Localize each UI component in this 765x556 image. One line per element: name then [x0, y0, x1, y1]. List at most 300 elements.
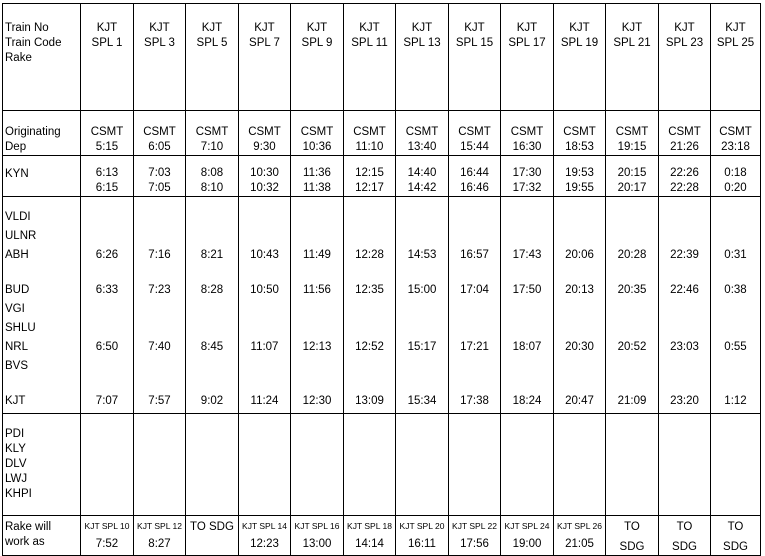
middle-value: 6:33 — [95, 284, 119, 296]
middle-label-line: BVS — [5, 360, 29, 372]
middle-value — [501, 267, 553, 283]
empty-cell — [554, 414, 606, 516]
origin-cell — [81, 111, 134, 156]
kyn-cell — [134, 156, 186, 197]
middle-value — [291, 321, 343, 340]
origin-cell — [239, 111, 291, 156]
kyn-value: 10:30 — [250, 167, 279, 179]
middle-value — [344, 267, 395, 283]
rake-cell — [659, 516, 711, 556]
header-cell — [554, 4, 606, 111]
empty-cell — [659, 414, 711, 516]
rake-value: KJT SPL 20 — [399, 521, 445, 531]
rake-value: KJT SPL 18 — [347, 521, 392, 531]
middle-value — [606, 378, 658, 394]
header-cell — [344, 4, 396, 111]
kyn-value: 0:18 — [724, 167, 747, 179]
kyn-value: 16:46 — [460, 182, 489, 194]
rake-cell — [81, 516, 134, 556]
middle-value: 0:38 — [724, 284, 747, 296]
origin-value: 5:15 — [95, 141, 119, 153]
kyn-cell — [659, 156, 711, 197]
empty-cell — [134, 414, 186, 516]
kyn-value: 19:55 — [565, 182, 594, 194]
rake-value: KJT SPL 12 — [137, 521, 182, 531]
header-row — [3, 4, 761, 111]
header-value: KJT — [569, 22, 590, 34]
kyn-cell — [396, 156, 449, 197]
rake-value: KJT SPL 14 — [242, 521, 287, 531]
middle-value — [554, 302, 605, 321]
empty-cell — [711, 414, 761, 516]
middle-value — [396, 302, 448, 321]
origin-cell — [606, 111, 659, 156]
middle-cell — [659, 197, 711, 414]
middle-cell — [291, 197, 344, 414]
origin-row — [3, 111, 761, 156]
middle-label-line: VGI — [5, 303, 25, 315]
rake-link-row — [3, 516, 761, 556]
rake-value: TO — [676, 521, 693, 533]
header-cell — [186, 4, 239, 111]
middle-value — [186, 210, 238, 229]
rake-value: SDG — [723, 541, 748, 553]
middle-value: 7:57 — [148, 395, 171, 407]
rake-value: 14:14 — [355, 538, 384, 550]
middle-value — [186, 359, 238, 378]
rake-cell — [134, 516, 186, 556]
middle-value: 20:28 — [617, 249, 647, 261]
kyn-value: 12:17 — [355, 182, 384, 194]
middle-value: 10:50 — [250, 284, 279, 296]
middle-value — [81, 210, 133, 229]
middle-value — [344, 302, 395, 321]
header-value: SPL 25 — [716, 37, 755, 49]
middle-value — [396, 378, 448, 394]
middle-value: 21:09 — [617, 395, 647, 407]
empty-cell — [449, 414, 501, 516]
origin-value: CSMT — [615, 126, 649, 138]
header-value: SPL 23 — [665, 37, 704, 49]
rake-value: 7:52 — [95, 538, 119, 550]
ext-label-line: KLY — [5, 443, 26, 455]
origin-cell — [659, 111, 711, 156]
empty-cell — [81, 414, 134, 516]
middle-value — [606, 229, 658, 248]
middle-value: 20:06 — [565, 249, 594, 261]
middle-cell — [344, 197, 396, 414]
middle-value — [449, 229, 500, 248]
origin-value: 7:10 — [200, 141, 224, 153]
kyn-value: 20:17 — [617, 182, 647, 194]
header-value: SPL 21 — [613, 37, 651, 49]
middle-value — [134, 302, 185, 321]
header-value: KJT — [359, 22, 380, 34]
rake-label-line: Rake will — [5, 521, 52, 533]
header-value: SPL 17 — [508, 37, 546, 49]
middle-value — [711, 267, 760, 283]
rake-value: SDG — [672, 541, 697, 553]
middle-value: 15:17 — [407, 341, 437, 353]
ext-label-cell — [3, 414, 81, 516]
middle-value — [659, 302, 710, 321]
middle-value: 1:12 — [724, 395, 747, 407]
origin-label-line: Dep — [5, 141, 27, 153]
middle-value — [291, 359, 343, 378]
header-cell — [501, 4, 554, 111]
kyn-cell — [186, 156, 239, 197]
kyn-value: 20:15 — [617, 167, 647, 179]
origin-value: CSMT — [195, 126, 229, 138]
rake-value: 17:56 — [460, 538, 489, 550]
origin-value: CSMT — [300, 126, 334, 138]
middle-value — [239, 359, 290, 378]
empty-cell — [291, 414, 344, 516]
middle-value — [81, 359, 133, 378]
kyn-value: 8:10 — [200, 182, 224, 194]
origin-value: CSMT — [458, 126, 491, 138]
rake-cell — [554, 516, 606, 556]
middle-value: 8:45 — [200, 341, 224, 353]
header-value: SPL 1 — [91, 37, 123, 49]
origin-value: 15:44 — [460, 141, 489, 153]
middle-value — [501, 302, 553, 321]
header-value: KJT — [674, 22, 695, 34]
middle-value — [239, 302, 290, 321]
header-cell — [659, 4, 711, 111]
middle-label-line — [5, 378, 80, 394]
middle-value: 6:50 — [95, 341, 119, 353]
rake-value: 19:00 — [512, 538, 542, 550]
middle-value — [449, 321, 500, 340]
middle-value — [81, 302, 133, 321]
middle-value: 12:30 — [302, 395, 332, 407]
middle-value — [239, 229, 290, 248]
header-cell — [239, 4, 291, 111]
middle-value: 7:23 — [148, 284, 171, 296]
middle-value — [711, 378, 760, 394]
kyn-cell — [291, 156, 344, 197]
middle-value — [344, 378, 395, 394]
kyn-cell — [449, 156, 501, 197]
origin-cell — [501, 111, 554, 156]
origin-value: CSMT — [510, 126, 544, 138]
middle-value — [291, 210, 343, 229]
middle-value: 15:00 — [407, 284, 437, 296]
kyn-value: 7:05 — [148, 182, 171, 194]
middle-value: 7:07 — [95, 395, 119, 407]
empty-cell — [239, 414, 291, 516]
middle-value: 14:53 — [407, 249, 437, 261]
middle-value — [134, 267, 185, 283]
header-value: SPL 13 — [403, 37, 441, 49]
middle-cell — [239, 197, 291, 414]
header-cell — [606, 4, 659, 111]
kyn-value: 14:42 — [407, 182, 437, 194]
middle-value — [554, 267, 605, 283]
middle-value: 11:07 — [250, 341, 279, 353]
ext-label-line: PDI — [5, 428, 25, 440]
header-value: KJT — [96, 22, 118, 34]
middle-label-line: ABH — [5, 249, 29, 261]
rake-cell — [396, 516, 449, 556]
origin-value: 21:26 — [670, 141, 699, 153]
kyn-row — [3, 156, 761, 197]
middle-cell — [81, 197, 134, 414]
middle-value — [554, 378, 605, 394]
header-value: KJT — [254, 22, 275, 34]
rake-cell — [291, 516, 344, 556]
origin-value: CSMT — [405, 126, 439, 138]
origin-value: CSMT — [90, 126, 124, 138]
middle-value — [239, 378, 290, 394]
middle-value — [711, 321, 760, 340]
middle-value: 20:30 — [565, 341, 594, 353]
middle-value — [449, 302, 500, 321]
middle-value — [81, 229, 133, 248]
middle-value — [134, 321, 185, 340]
middle-value — [134, 210, 185, 229]
middle-value: 17:50 — [512, 284, 542, 296]
middle-value — [606, 210, 658, 229]
middle-value: 12:28 — [355, 249, 384, 261]
middle-value: 16:57 — [460, 249, 489, 261]
kyn-value: 7:03 — [148, 167, 171, 179]
header-value: KJT — [411, 22, 433, 34]
rake-value: KJT SPL 24 — [504, 521, 550, 531]
middle-label-line: ULNR — [5, 230, 37, 242]
middle-value: 12:35 — [355, 284, 384, 296]
middle-label-line: VLDI — [5, 211, 31, 223]
rake-cell — [501, 516, 554, 556]
middle-value — [291, 267, 343, 283]
middle-cell — [501, 197, 554, 414]
middle-value — [396, 321, 448, 340]
origin-label-line: Originating — [5, 126, 61, 138]
rake-value: 8:27 — [148, 538, 171, 550]
middle-value — [396, 267, 448, 283]
extension-stations-row — [3, 414, 761, 516]
middle-value — [81, 267, 133, 283]
middle-value — [554, 359, 605, 378]
middle-cell — [449, 197, 501, 414]
rake-cell — [344, 516, 396, 556]
origin-value: 19:15 — [617, 141, 647, 153]
middle-value: 20:52 — [617, 341, 647, 353]
header-value: SPL 3 — [144, 37, 175, 49]
origin-value: 11:10 — [355, 141, 384, 153]
origin-value: CSMT — [719, 126, 752, 138]
middle-value: 20:13 — [565, 284, 594, 296]
middle-label-line — [5, 267, 80, 283]
empty-cell — [186, 414, 239, 516]
kyn-value: 19:53 — [565, 167, 594, 179]
kyn-value: 6:13 — [95, 167, 119, 179]
middle-value — [606, 359, 658, 378]
middle-value — [449, 210, 500, 229]
middle-value — [186, 378, 238, 394]
header-label-cell — [3, 4, 81, 111]
middle-value: 7:16 — [148, 249, 171, 261]
rake-value: KJT SPL 16 — [294, 521, 340, 531]
header-value: SPL 5 — [196, 37, 228, 49]
empty-cell — [501, 414, 554, 516]
middle-label-line: NRL — [5, 341, 29, 353]
origin-value: 16:30 — [512, 141, 542, 153]
header-value: KJT — [464, 22, 485, 34]
rake-cell — [449, 516, 501, 556]
middle-value: 22:46 — [670, 284, 699, 296]
middle-value — [554, 321, 605, 340]
middle-value: 17:04 — [460, 284, 489, 296]
kyn-cell — [81, 156, 134, 197]
rake-value: 21:05 — [565, 538, 594, 550]
empty-cell — [606, 414, 659, 516]
middle-value — [449, 267, 500, 283]
origin-cell — [554, 111, 606, 156]
header-cell — [134, 4, 186, 111]
header-value: KJT — [516, 22, 538, 34]
middle-value: 23:20 — [670, 395, 699, 407]
header-label-line: Train No — [5, 22, 49, 34]
rake-cell — [711, 516, 761, 556]
middle-value — [449, 378, 500, 394]
middle-value — [554, 210, 605, 229]
middle-value: 0:55 — [724, 341, 747, 353]
middle-value — [239, 321, 290, 340]
origin-cell — [291, 111, 344, 156]
middle-value — [81, 378, 133, 394]
middle-value — [606, 267, 658, 283]
middle-value — [606, 302, 658, 321]
middle-value: 8:21 — [200, 249, 224, 261]
middle-value — [134, 359, 185, 378]
kyn-value: 14:40 — [407, 167, 437, 179]
rake-value: KJT SPL 10 — [84, 521, 130, 531]
kyn-value: 12:15 — [355, 167, 384, 179]
middle-cell — [396, 197, 449, 414]
middle-value: 17:43 — [512, 249, 542, 261]
middle-value: 12:13 — [302, 341, 332, 353]
middle-value — [344, 210, 395, 229]
kyn-cell — [344, 156, 396, 197]
origin-value: CSMT — [143, 126, 176, 138]
middle-value — [659, 210, 710, 229]
middle-label-line: SHLU — [5, 322, 36, 334]
middle-value — [659, 267, 710, 283]
header-value: SPL 11 — [351, 37, 388, 49]
origin-value: CSMT — [668, 126, 701, 138]
rake-value: 16:11 — [408, 538, 436, 550]
rake-value: KJT SPL 26 — [557, 521, 602, 531]
middle-value: 13:09 — [355, 395, 384, 407]
middle-value — [501, 359, 553, 378]
middle-value — [501, 229, 553, 248]
middle-value: 18:24 — [512, 395, 542, 407]
rake-value: 13:00 — [302, 538, 332, 550]
rake-label-cell — [3, 516, 81, 556]
middle-value — [659, 229, 710, 248]
kyn-value: 8:08 — [200, 167, 224, 179]
middle-value — [239, 210, 290, 229]
header-value: KJT — [725, 22, 746, 34]
middle-value: 0:31 — [724, 249, 747, 261]
middle-value — [396, 210, 448, 229]
middle-value: 10:43 — [250, 249, 279, 261]
origin-value: 23:18 — [721, 141, 750, 153]
rake-value: TO — [727, 521, 744, 533]
origin-value: CSMT — [563, 126, 596, 138]
middle-value — [711, 210, 760, 229]
kyn-label-cell — [3, 156, 81, 197]
middle-value: 7:40 — [148, 341, 171, 353]
middle-value — [344, 359, 395, 378]
middle-label-line: KJT — [5, 395, 26, 407]
empty-cell — [396, 414, 449, 516]
header-cell — [711, 4, 761, 111]
middle-value — [186, 321, 238, 340]
header-label-line: Rake — [5, 52, 32, 64]
middle-cell — [711, 197, 761, 414]
kyn-value: 6:15 — [95, 182, 119, 194]
origin-cell — [134, 111, 186, 156]
header-value: KJT — [621, 22, 643, 34]
middle-value: 17:38 — [460, 395, 489, 407]
kyn-value: 11:36 — [303, 167, 331, 179]
middle-value — [239, 267, 290, 283]
middle-cell — [186, 197, 239, 414]
middle-value: 22:39 — [670, 249, 699, 261]
middle-label-cell — [3, 197, 81, 414]
middle-cell — [606, 197, 659, 414]
ext-label-line: KHPI — [5, 488, 32, 500]
middle-value — [501, 321, 553, 340]
rake-value: KJT SPL 22 — [452, 521, 497, 531]
middle-value — [711, 229, 760, 248]
header-cell — [291, 4, 344, 111]
middle-value — [711, 359, 760, 378]
middle-value — [449, 359, 500, 378]
origin-cell — [396, 111, 449, 156]
rake-cell — [186, 516, 239, 556]
middle-value: 20:35 — [617, 284, 647, 296]
kyn-value: 17:30 — [512, 167, 542, 179]
middle-value — [134, 229, 185, 248]
kyn-cell — [554, 156, 606, 197]
intermediate-stations-row — [3, 197, 761, 414]
middle-value: 20:47 — [565, 395, 594, 407]
middle-value — [606, 321, 658, 340]
kyn-value: 22:26 — [670, 167, 699, 179]
middle-label-line: BUD — [5, 284, 30, 296]
kyn-value: 16:44 — [460, 167, 489, 179]
middle-value — [291, 229, 343, 248]
ext-label-line: LWJ — [5, 473, 28, 485]
middle-value — [659, 321, 710, 340]
middle-value — [344, 321, 395, 340]
origin-value: 10:36 — [302, 141, 332, 153]
header-cell — [449, 4, 501, 111]
middle-value: 11:49 — [303, 249, 331, 261]
middle-value — [291, 302, 343, 321]
middle-value: 8:28 — [200, 284, 224, 296]
origin-cell — [449, 111, 501, 156]
kyn-label-line: KYN — [5, 168, 29, 180]
kyn-cell — [501, 156, 554, 197]
middle-value: 15:34 — [407, 395, 437, 407]
middle-value — [344, 229, 395, 248]
middle-value: 12:52 — [355, 341, 384, 353]
